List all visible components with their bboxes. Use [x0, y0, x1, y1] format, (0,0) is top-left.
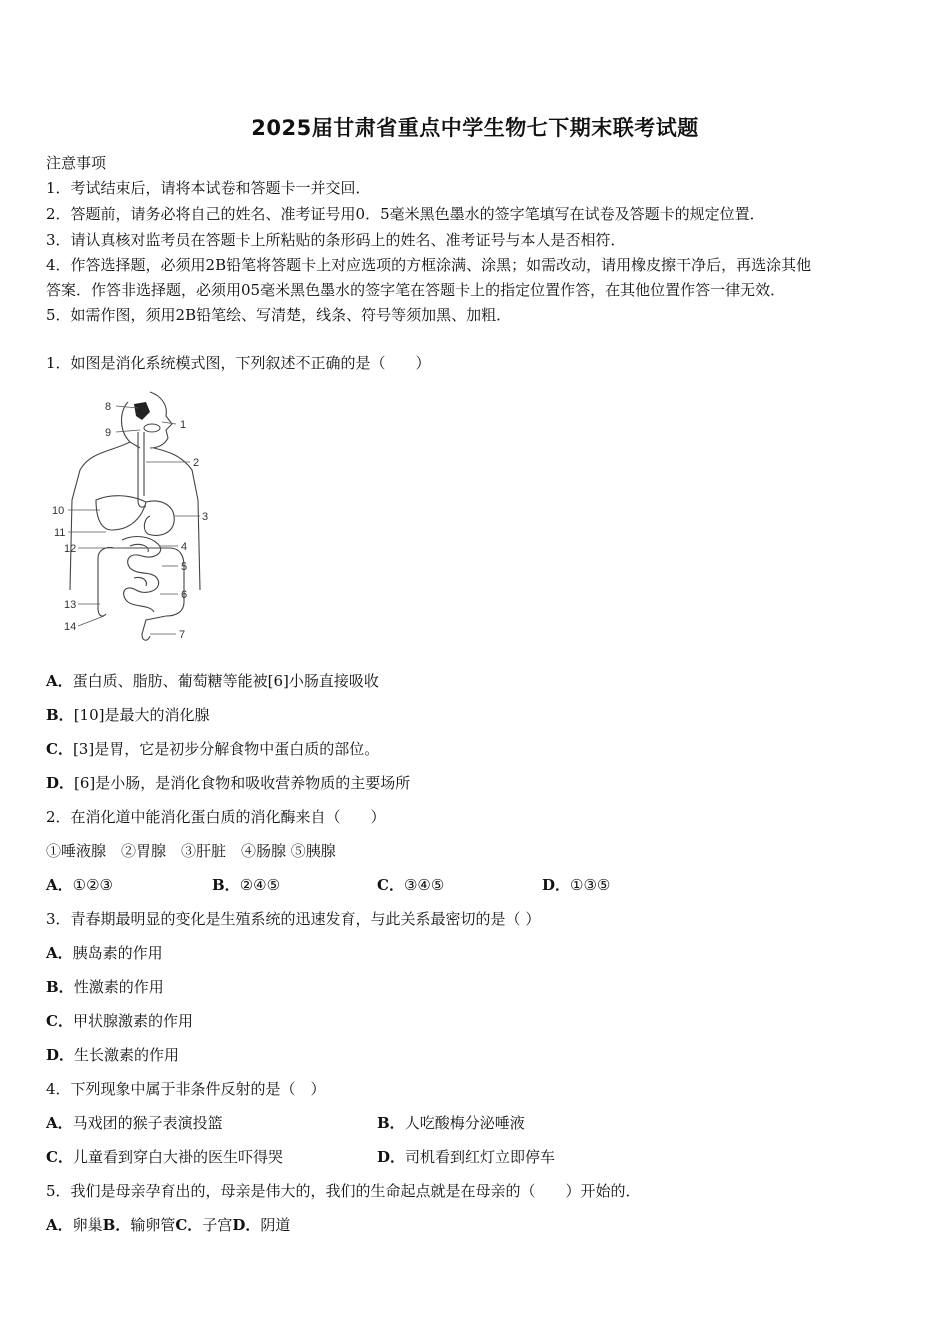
q5-option-a[interactable]: A．卵巢 — [46, 1216, 103, 1234]
figure-label: 13 — [64, 599, 77, 611]
note-item: 1．考试结束后，请将本试卷和答题卡一并交回． — [46, 179, 371, 197]
q4-option-b[interactable]: B．人吃酸梅分泌唾液 — [377, 1114, 525, 1132]
figure-label: 14 — [64, 621, 77, 633]
q3-option-c[interactable]: C．甲状腺激素的作用 — [46, 1012, 193, 1030]
figure-label: 3 — [202, 511, 209, 523]
question-2-list: ①唾液腺 ②胃腺 ③肝脏 ④肠腺 ⑤胰腺 — [46, 842, 336, 860]
note-item: 4．作答选择题，必须用2B铅笔将答题卡上对应选项的方框涂满、涂黑；如需改动，请用橡皮擦干净后，再选涂其他 — [46, 256, 812, 274]
q4-option-c[interactable]: C．儿童看到穿白大褂的医生吓得哭 — [46, 1148, 283, 1166]
q5-options — [46, 1214, 290, 1235]
q2-option-c[interactable]: C．③④⑤ — [377, 876, 445, 894]
figure-label: 6 — [181, 589, 188, 601]
q5-option-b[interactable]: B．输卵管 — [102, 1216, 176, 1234]
q1-option-a[interactable]: A．蛋白质、脂肪、葡萄糖等能被[6]小肠直接吸收 — [46, 672, 379, 690]
note-item: 答案．作答非选择题，必须用05毫米黑色墨水的签字笔在答题卡上的指定位置作答，在其他位置作答一律无效． — [46, 281, 786, 299]
page-title: 2025届甘肃省重点中学生物七下期末联考试题 — [251, 116, 699, 140]
figure-label: 1 — [180, 419, 187, 431]
q4-option-d[interactable]: D．司机看到红灯立即停车 — [377, 1148, 556, 1166]
question-3-stem: 3．青春期最明显的变化是生殖系统的迅速发育，与此关系最密切的是（ ） — [46, 910, 541, 928]
q1-option-c[interactable]: C．[3]是胃，它是初步分解食物中蛋白质的部位。 — [46, 740, 380, 758]
notes-heading: 注意事项 — [46, 154, 107, 172]
question-1-stem: 1．如图是消化系统模式图，下列叙述不正确的是（ ） — [46, 354, 431, 372]
note-item: 3．请认真核对监考员在答题卡上所粘贴的条形码上的姓名、准考证号与本人是否相符． — [46, 231, 626, 249]
q2-option-d[interactable]: D．①③⑤ — [542, 876, 611, 894]
figure-label: 9 — [105, 427, 112, 439]
figure-label: 11 — [54, 527, 66, 539]
figure-label: 12 — [64, 543, 77, 555]
note-item: 5．如需作图，须用2B铅笔绘、写清楚，线条、符号等须加黑、加粗． — [46, 306, 512, 324]
figure-label: 10 — [52, 505, 65, 517]
figure-label: 2 — [193, 457, 200, 469]
figure-label: 4 — [181, 541, 188, 553]
q3-option-b[interactable]: B．性激素的作用 — [46, 978, 164, 996]
q4-option-a[interactable]: A．马戏团的猴子表演投篮 — [46, 1114, 223, 1132]
q2-option-a[interactable]: A．①②③ — [46, 876, 113, 894]
q3-option-d[interactable]: D．生长激素的作用 — [46, 1046, 180, 1064]
figure-label: 5 — [181, 561, 188, 573]
q1-option-d[interactable]: D．[6]是小肠，是消化食物和吸收营养物质的主要场所 — [46, 774, 411, 792]
figure-label: 7 — [179, 629, 186, 641]
q3-option-a[interactable]: A．胰岛素的作用 — [46, 944, 163, 962]
digestive-system-figure — [50, 390, 220, 645]
q1-option-b[interactable]: B．[10]是最大的消化腺 — [46, 706, 210, 724]
question-5-stem: 5．我们是母亲孕育出的，母亲是伟大的，我们的生命起点就是在母亲的（ ）开始的． — [46, 1182, 641, 1200]
q5-option-c[interactable]: C．子宫 — [175, 1216, 233, 1234]
question-4-stem: 4．下列现象中属于非条件反射的是（ ） — [46, 1080, 326, 1098]
note-item: 2．答题前，请务必将自己的姓名、准考证号用0．5毫米黑色墨水的签字笔填写在试卷及答题卡的规定位置． — [46, 205, 765, 223]
figure-label: 8 — [105, 401, 112, 413]
question-2-stem: 2．在消化道中能消化蛋白质的消化酶来自（ ） — [46, 808, 386, 826]
q5-option-d[interactable]: D．阴道 — [232, 1216, 291, 1234]
q2-option-b[interactable]: B．②④⑤ — [212, 876, 281, 894]
